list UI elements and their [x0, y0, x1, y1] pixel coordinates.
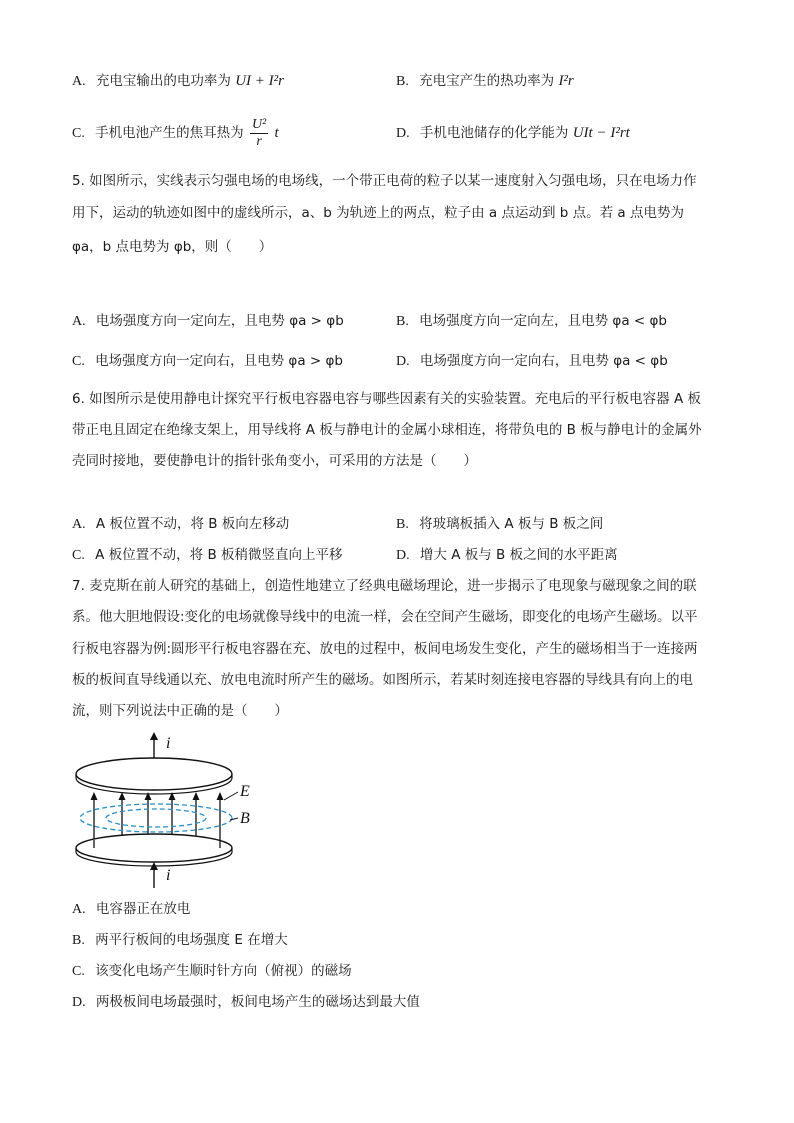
option-text: 手机电池储存的化学能为: [419, 125, 569, 141]
fraction-numerator: U²: [251, 116, 267, 132]
electric-field-arrowheads: [91, 792, 224, 800]
q7-stem-line-1: 7. 麦克斯在前人研究的基础上，创造性地建立了经典电磁场理论，进一步揭示了电现象与磁现象之间的联: [72, 578, 697, 594]
q6-stem-line-1: 6. 如图所示是使用静电计探究平行板电容器电容与哪些因素有关的实验装置。充电后的平行板电容器 A 板: [72, 391, 701, 407]
label-E: E: [240, 783, 250, 800]
q7-stem-line-4: 板的板间直导线通以充、放电电流时所产生的磁场。如图所示，若某时刻连接电容器的导线具有向上的电: [72, 672, 693, 688]
option-text: 电场强度方向一定向左，且电势 φa > φb: [95, 313, 344, 329]
q4-option-a: [72, 72, 284, 91]
option-label: D.: [396, 548, 410, 563]
option-text: 电容器正在放电: [95, 901, 191, 917]
option-text: 电场强度方向一定向右，且电势 φa > φb: [95, 353, 343, 369]
q6-option-c: [72, 546, 343, 565]
q7-option-d: [72, 993, 420, 1012]
q7-option-a: [72, 900, 190, 919]
option-text: 该变化电场产生顺时针方向（俯视）的磁场: [95, 963, 352, 979]
option-label: D.: [72, 995, 86, 1010]
option-label: A.: [72, 517, 86, 532]
q6-stem-line-2: 带正电且固定在绝缘支架上，用导线将 A 板与静电计的金属小球相连，将带负电的 B 板与静电计的金属外: [72, 422, 702, 438]
q7-option-b: [72, 931, 288, 950]
option-text: A 板位置不动，将 B 板向左移动: [95, 516, 290, 532]
option-label: D.: [396, 126, 410, 141]
option-text: 充电宝产生的热功率为: [419, 73, 555, 89]
option-formula: I²r: [558, 73, 574, 89]
option-text: 将玻璃板插入 A 板与 B 板之间: [419, 516, 604, 532]
option-label: C.: [72, 354, 85, 369]
option-label: B.: [396, 517, 409, 532]
option-text: 两极板间电场最强时，板间电场产生的磁场达到最大值: [95, 994, 420, 1010]
option-text: 手机电池产生的焦耳热为: [95, 125, 244, 141]
fraction: [250, 117, 268, 150]
bottom-plate: [76, 834, 232, 862]
label-i-bottom: i: [166, 867, 171, 884]
option-text: 充电宝输出的电功率为: [95, 73, 231, 89]
option-text: 两平行板间的电场强度 E 在增大: [95, 932, 288, 948]
label-e-leader: [224, 792, 238, 800]
option-formula: UIt − I²rt: [572, 125, 630, 141]
q7-stem-line-5: 流，则下列说法中正确的是（ ）: [72, 703, 288, 719]
q5-stem-line-2: 用下，运动的轨迹如图中的虚线所示，a、b 为轨迹上的两点，粒子由 a 点运动到 b 点。若 a 点电势为: [72, 205, 684, 221]
q5-option-a: [72, 312, 344, 331]
option-label: C.: [72, 126, 85, 141]
q5-option-b: [396, 312, 667, 331]
option-label: D.: [396, 354, 410, 369]
q4-option-d: [396, 124, 630, 143]
option-label: C.: [72, 964, 85, 979]
option-label: B.: [396, 74, 409, 89]
capacitor-figure: [72, 730, 272, 890]
option-label: A.: [72, 902, 86, 917]
option-label: A.: [72, 74, 86, 89]
option-formula: UI + I²r: [235, 73, 284, 89]
top-current-arrow: [150, 732, 158, 740]
option-label: C.: [72, 548, 85, 563]
option-formula-tail: t: [274, 125, 279, 141]
q6-option-d: [396, 546, 618, 565]
q7-option-c: [72, 962, 352, 981]
q4-option-c: [72, 114, 279, 153]
label-B: B: [240, 810, 250, 827]
option-text: 增大 A 板与 B 板之间的水平距离: [419, 547, 618, 563]
top-plate: [76, 758, 232, 790]
fraction-denominator: r: [256, 133, 262, 149]
option-label: B.: [72, 933, 85, 948]
q7-stem-line-3: 行板电容器为例:圆形平行板电容器在充、放电的过程中，板间电场发生变化，产生的磁场相当于一连接两: [72, 641, 698, 657]
option-text: A 板位置不动，将 B 板稍微竖直向上平移: [95, 547, 343, 563]
option-text: 电场强度方向一定向右，且电势 φa < φb: [419, 353, 668, 369]
option-text: 电场强度方向一定向左，且电势 φa < φb: [419, 313, 667, 329]
q5-stem-line-3: φa，b 点电势为 φb，则（ ）: [72, 239, 273, 255]
q6-stem-line-3: 壳同时接地，要使静电计的指针张角变小，可采用的方法是（ ）: [72, 453, 477, 469]
magnetic-field-loops: [80, 804, 232, 832]
q5-option-d: [396, 352, 668, 371]
q4-option-b: [396, 72, 574, 91]
q6-option-b: [396, 515, 603, 534]
option-label: B.: [396, 314, 409, 329]
q5-option-c: [72, 352, 343, 371]
q5-stem-line-1: 5. 如图所示，实线表示匀强电场的电场线，一个带正电荷的粒子以某一速度射入匀强电场，只在电场力作: [72, 173, 697, 189]
option-label: A.: [72, 314, 86, 329]
label-i-top: i: [166, 735, 171, 752]
q6-option-a: [72, 515, 289, 534]
q7-stem-line-2: 系。他大胆地假设:变化的电场就像导线中的电流一样，会在空间产生磁场，即变化的电场产生磁场。以平: [72, 609, 698, 625]
